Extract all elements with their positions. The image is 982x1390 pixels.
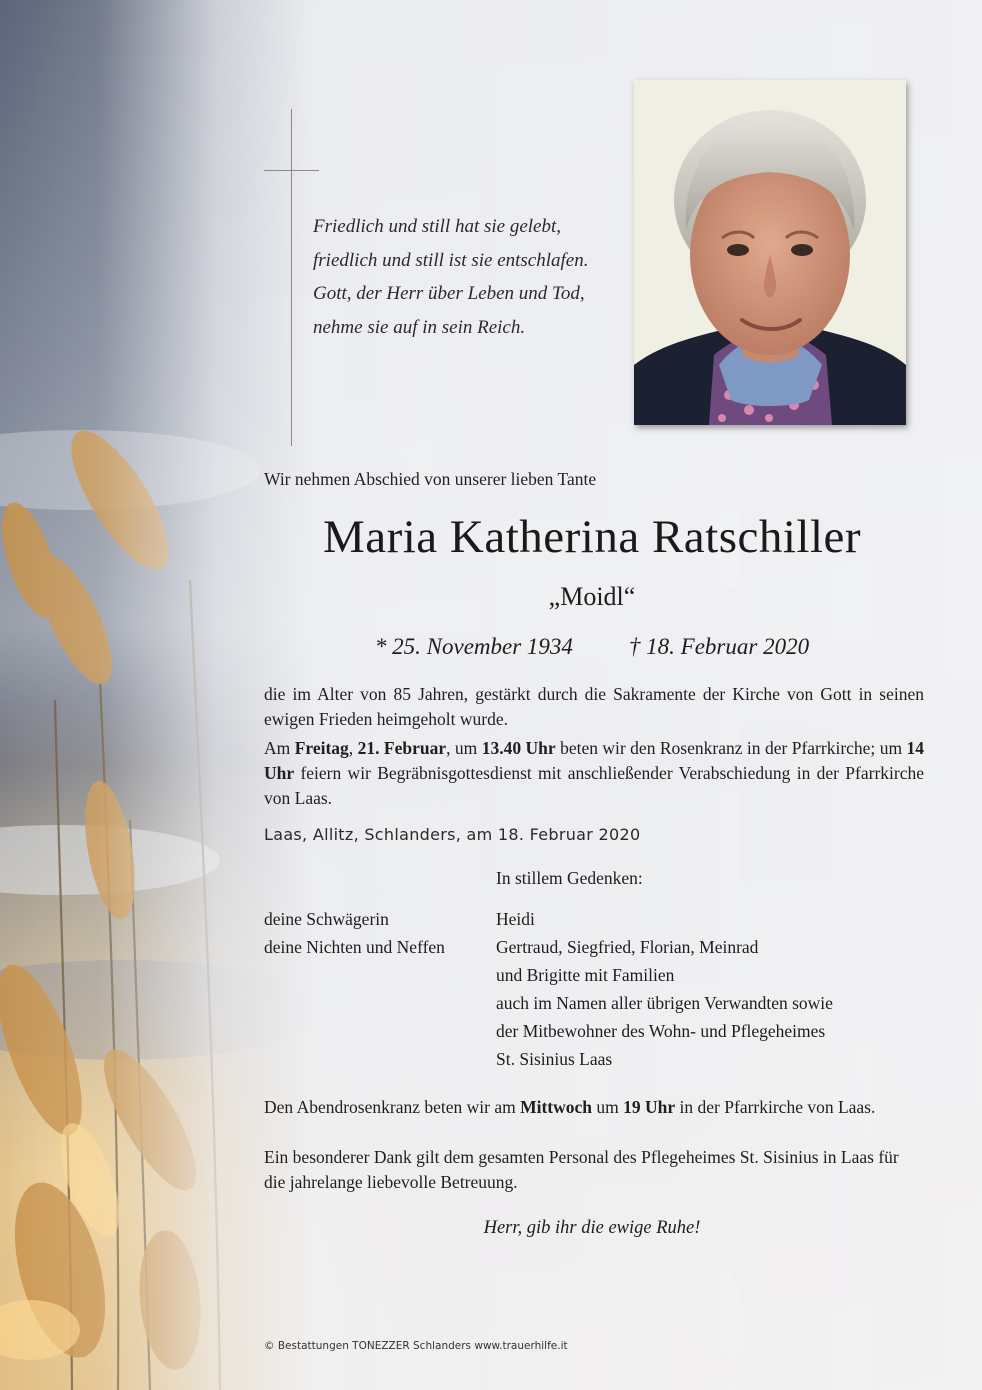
thanks-notice: Ein besonderer Dank gilt dem gesamten Personal des Pflegeheimes St. Sisinius in Laas für die jahrelange liebevolle Betreuung. <box>264 1147 899 1192</box>
verse-line: Gott, der Herr über Leben und Tod, <box>313 283 585 304</box>
mourner-relation: deine Nichten und Neffen <box>264 937 445 957</box>
life-dates <box>254 634 930 660</box>
mourners-heading: In stillem Gedenken: <box>496 868 643 888</box>
memorial-verse <box>313 210 633 344</box>
funeral-details: Am Freitag, 21. Februar, um 13.40 Uhr beten wir den Rosenkranz in der Pfarrkirche; um 14 Uhr feiern wir Begräbnisgottesdienst mit anschließender Verabschiedung in der Pfarrkirche von Laas. <box>264 738 925 808</box>
mourners-list <box>264 905 833 1073</box>
cross-icon-horizontal <box>264 170 319 171</box>
mourner-name: Heidi <box>496 909 535 929</box>
mourner-names <box>496 933 833 1073</box>
verse-line: nehme sie auf in sein Reich. <box>313 316 526 338</box>
death-announcement: die im Alter von 85 Jahren, gestärkt durch die Sakramente der Kirche von Gott in seinen ewigen Frieden heimgeholt wurde. <box>264 684 924 729</box>
mourner-row <box>264 933 833 1073</box>
birth-date: * 25. November 1934 <box>374 634 573 659</box>
mourner-name: auch im Namen aller übrigen Verwandten sowie <box>496 993 833 1013</box>
mourner-relation: deine Schwägerin <box>264 909 389 929</box>
closing-prayer: Herr, gib ihr die ewige Ruhe! <box>483 1218 701 1238</box>
mourner-name: und Brigitte mit Familien <box>496 965 675 985</box>
deceased-nickname: „Moidl“ <box>548 582 636 611</box>
verse-line: friedlich und still ist sie entschlafen. <box>313 249 589 271</box>
place-and-date: Laas, Allitz, Schlanders, am 18. Februar 2020 <box>264 825 641 844</box>
deceased-name: Maria Katherina Ratschiller <box>322 511 862 563</box>
mourner-names <box>496 905 535 933</box>
mourner-name: Gertraud, Siegfried, Florian, Meinrad <box>496 937 759 957</box>
verse-line: Friedlich und still hat sie gelebt, <box>313 216 562 237</box>
cross-icon-vertical <box>291 109 292 446</box>
mourner-name: der Mitbewohner des Wohn- und Pflegeheimes <box>496 1021 826 1041</box>
rosary-notice: Den Abendrosenkranz beten wir am Mittwoch um 19 Uhr in der Pfarrkirche von Laas. <box>264 1097 876 1117</box>
portrait-photo <box>634 80 906 425</box>
mourner-name: St. Sisinius Laas <box>496 1049 613 1069</box>
mourner-row <box>264 905 833 933</box>
intro-text: Wir nehmen Abschied von unserer lieben Tante <box>264 469 597 489</box>
death-date: † 18. Februar 2020 <box>628 634 810 659</box>
footer-credit: © Bestattungen TONEZZER Schlanders www.trauerhilfe.it <box>264 1340 568 1352</box>
